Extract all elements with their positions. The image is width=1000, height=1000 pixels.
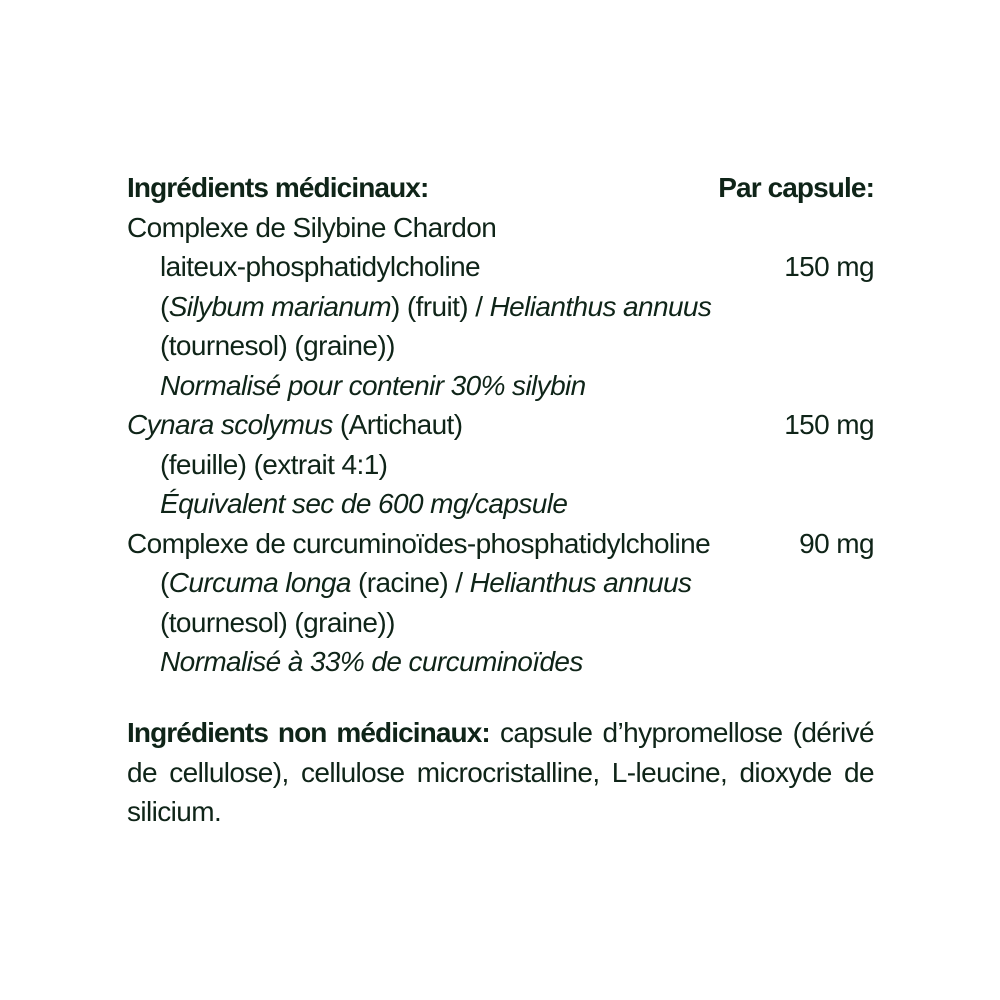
non-medicinal-ingredients (127, 713, 874, 832)
paren-open: ( (160, 290, 169, 322)
source-text: (racine) / (350, 567, 470, 598)
ingredient-3-name: Complexe de curcuminoïdes-phosphatidylcholine (127, 527, 711, 559)
ingredient-2-line-3 (127, 484, 874, 524)
ingredient-3-line-4 (127, 642, 874, 682)
ingredient-1-name-cont: laiteux-phosphatidylcholine (160, 251, 481, 282)
ingredient-2-line-1 (127, 405, 874, 445)
ingredient-1-name: Complexe de Silybine Chardon (127, 211, 497, 243)
ingredient-1-note: Normalisé pour contenir 30% silybin (160, 369, 586, 401)
ingredient-2-note: Équivalent sec de 600 mg/capsule (160, 488, 568, 519)
ingredient-3-line-1 (127, 524, 874, 564)
medicinal-header-row (127, 168, 874, 208)
latin-name: Cynara scolymus (127, 409, 333, 440)
ingredient-1-line-3 (127, 287, 874, 327)
ingredient-2-line-2 (127, 445, 874, 485)
ingredient-2-name (127, 405, 462, 445)
ingredient-1-amount: 150 mg (784, 251, 874, 282)
ingredient-3-line-3 (127, 603, 874, 643)
ingredient-1-line-1 (127, 208, 874, 248)
medicinal-ingredients-panel (127, 168, 874, 682)
ingredient-1-line-5 (127, 366, 874, 406)
paren-open: ( (160, 567, 169, 598)
ingredient-3-source-cont: (tournesol) (graine)) (160, 606, 395, 638)
per-capsule-heading: Par capsule: (718, 172, 874, 203)
ingredient-1-source-cont: (tournesol) (graine)) (160, 330, 395, 361)
ingredient-2-source: (feuille) (extrait 4:1) (160, 448, 388, 480)
latin-name: Curcuma longa (168, 567, 351, 598)
non-medicinal-label: Ingrédients non médicinaux: (127, 717, 490, 748)
source-text: ) (fruit) / (390, 290, 490, 322)
ingredient-1-line-2 (127, 247, 874, 287)
latin-name-2: Helianthus annuus (489, 290, 712, 322)
ingredient-3-amount: 90 mg (799, 527, 874, 559)
ingredient-3-source (160, 563, 691, 603)
latin-name: Silybum marianum (168, 290, 391, 322)
ingredient-3-line-2 (127, 563, 874, 603)
non-medicinal-text: capsule d’hypromellose (dérivé de cellulose), cellulose microcristalline, L-leucine, dioxyde de silicium. (127, 717, 875, 827)
ingredient-3-note: Normalisé à 33% de curcuminoïdes (160, 646, 583, 677)
common-name: (Artichaut) (332, 409, 463, 440)
medicinal-heading: Ingrédients médicinaux: (127, 172, 429, 203)
ingredient-2-amount: 150 mg (784, 409, 874, 440)
latin-name-2: Helianthus annuus (469, 567, 692, 598)
ingredient-1-line-4 (127, 326, 874, 366)
ingredient-1-source (160, 287, 711, 327)
